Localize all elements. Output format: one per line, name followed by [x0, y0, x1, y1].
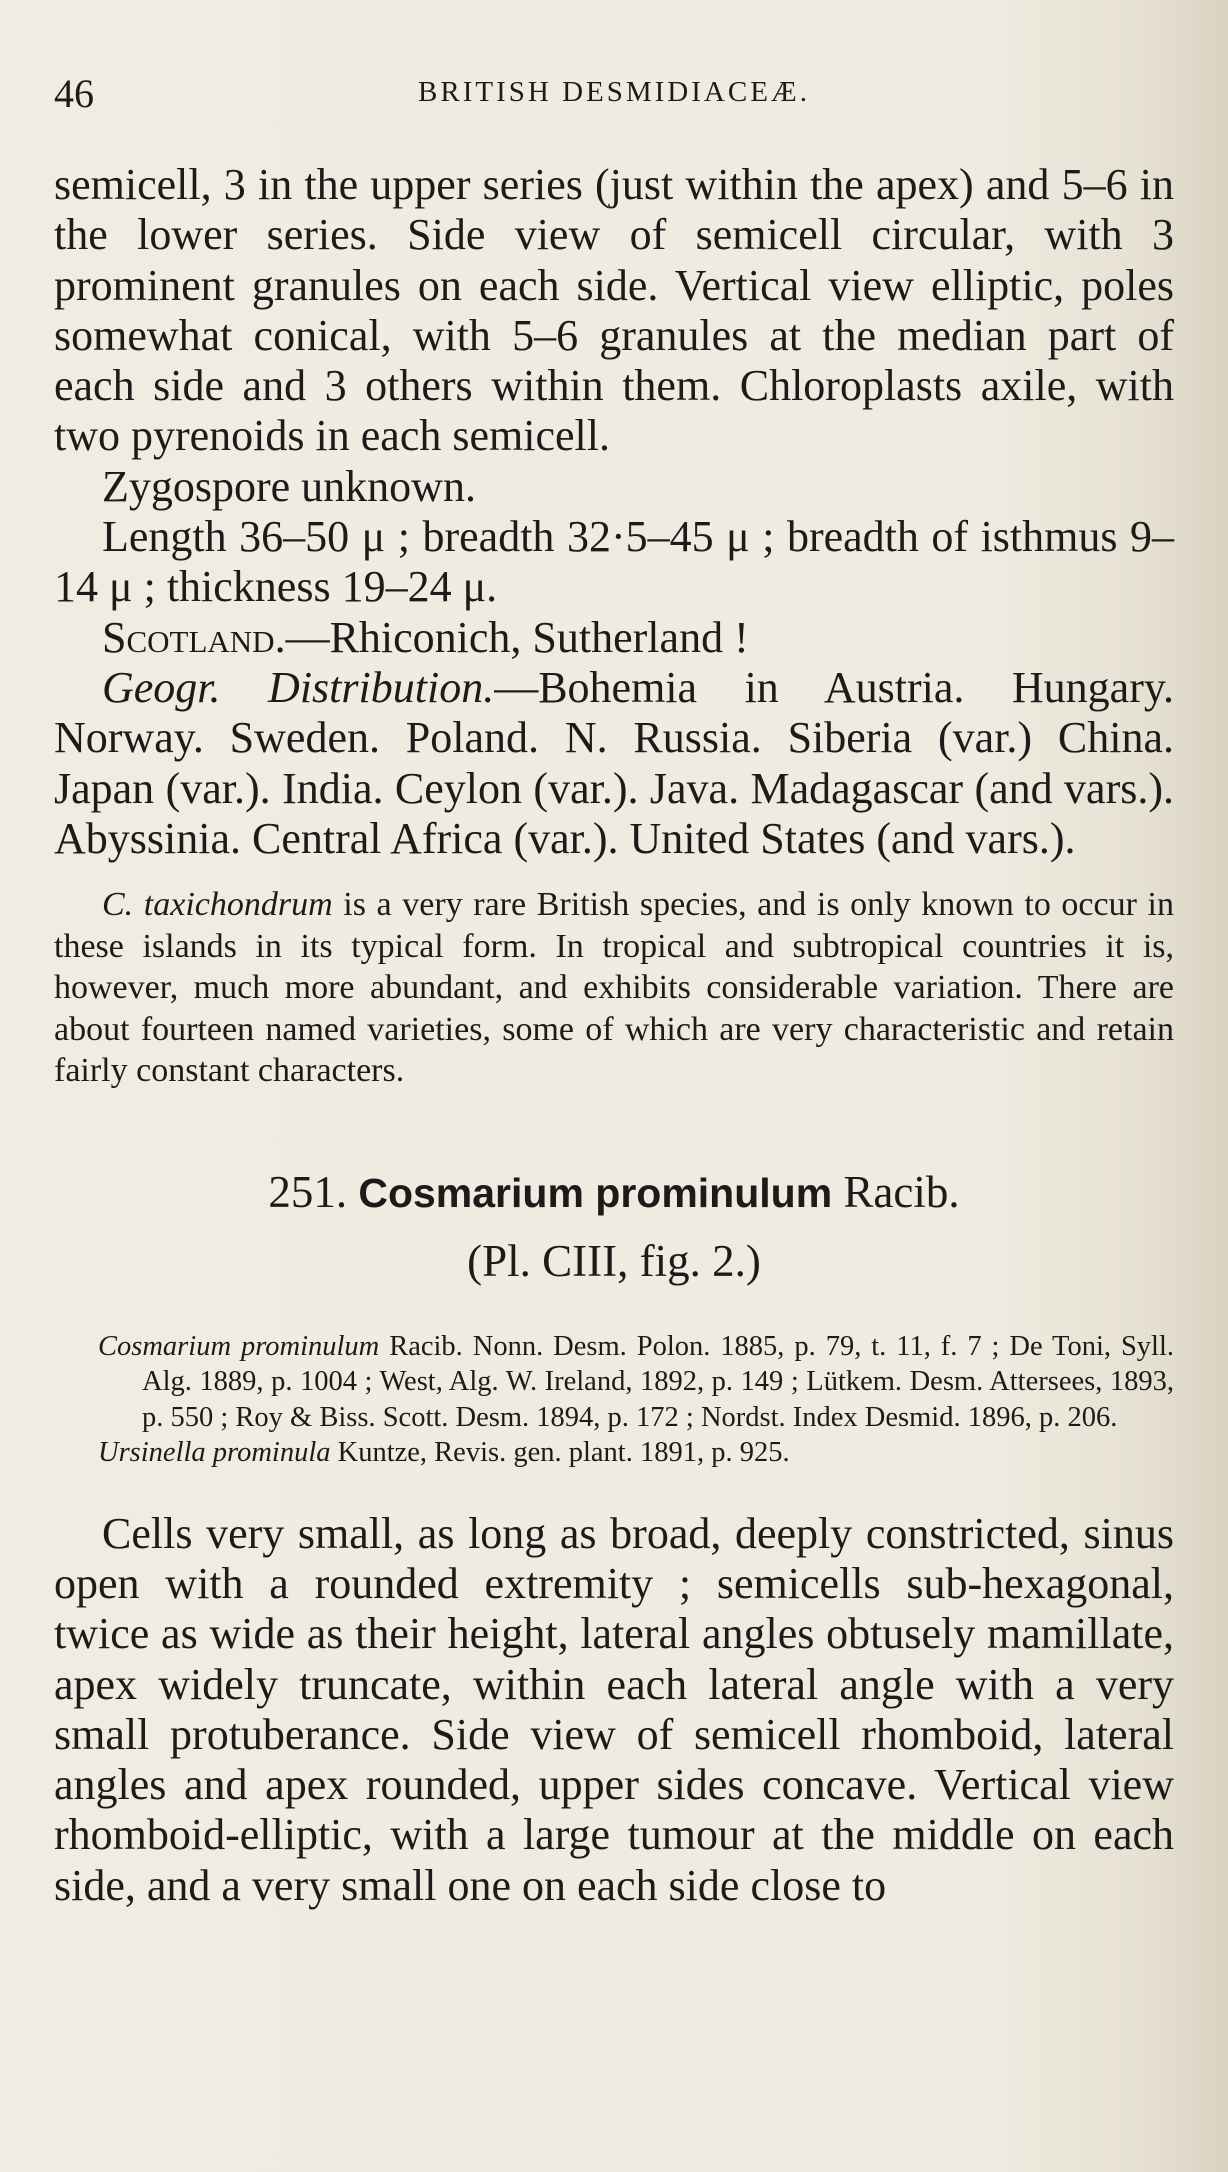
synonymy-entry [98, 1329, 1174, 1436]
species-author: Racib. [843, 1166, 960, 1217]
zygospore-line: Zygospore unknown. [102, 461, 476, 511]
page-number: 46 [54, 71, 94, 116]
species-number: 251. [268, 1166, 348, 1217]
scotland-text: —Rhiconich, Sutherland ! [285, 612, 749, 662]
scotland-locality [54, 613, 1174, 663]
synonym-name: Cosmarium prominulum [98, 1330, 380, 1362]
synonymy-entry [98, 1435, 1174, 1471]
synonymy-block [98, 1329, 1174, 1471]
distribution-label: Geogr. Distribution. [102, 662, 495, 712]
continued-description: semicell, 3 in the upper series (just within the apex) and 5–6 in the lower series. Side view of semicell circular, with 3 prominent granules on each side. Vertical view elliptic, poles somewhat conical, with 5–6 granules at the median part of each side and 3 others within them. Chloroplasts axile, with two pyrenoids in each semicell. [54, 160, 1174, 461]
main-text [54, 160, 1174, 1911]
measurements-line: Length 36–50 μ ; breadth 32·5–45 μ ; breadth of isthmus 9–14 μ ; thickness 19–24 μ. [54, 512, 1174, 612]
note-species-name: C. taxichondrum [102, 886, 333, 924]
distribution-text: —Bohemia in Austria. Hungary. Norway. Sweden. Poland. N. Russia. Siberia (var.) China. Japan (var.). India. Ceylon (var.). Java. Madagascar (and vars.). Abyssinia. Central Africa (var.). United States (and vars.). [54, 662, 1174, 863]
species-description: Cells very small, as long as broad, deeply constricted, sinus open with a rounded extremity ; semicells sub-hexagonal, twice as wide as their height, lateral angles obtusely mamillate, apex widely truncate, within each lateral angle with a very small protuberance. Side view of semicell rhomboid, lateral angles and apex rounded, upper sides concave. Vertical view rhomboid-elliptic, with a large tumour at the middle on each side, and a very small one on each side close to [54, 1508, 1174, 1910]
synonym-citations: Racib. Nonn. Desm. Polon. 1885, p. 79, t. 11, f. 7 ; De Toni, Syll. Alg. 1889, p. 1004 ; West, Alg. W. Ireland, 1892, p. 149 ; Lütkem. Desm. Attersees, 1893, p. 550 ; Roy & Biss. Scott. Desm. 1894, p. 172 ; Nordst. Index Desmid. 1896, p. 206. [142, 1330, 1175, 1433]
taxichondrum-note [54, 884, 1174, 1092]
scotland-label: Scotland. [102, 612, 286, 662]
plate-reference: (Pl. CIII, fig. 2.) [467, 1235, 761, 1286]
note-text: is a very rare British species, and is only known to occur in these islands in its typical form. In tropical and subtropical countries it is, however, much more abundant, and exhibits considerable variation. There are about fourteen named varieties, some of which are very characteristic and retain fairly constant characters. [54, 886, 1174, 1090]
species-name: Cosmarium prominulum [358, 1169, 833, 1216]
synonym-name: Ursinella prominula [98, 1437, 331, 1469]
synonym-citations: Kuntze, Revis. gen. plant. 1891, p. 925. [330, 1437, 790, 1469]
running-title: BRITISH DESMIDIACEÆ. [418, 76, 810, 108]
geographic-distribution [54, 663, 1174, 864]
page-header [54, 70, 1174, 120]
species-heading [54, 1162, 1174, 1223]
